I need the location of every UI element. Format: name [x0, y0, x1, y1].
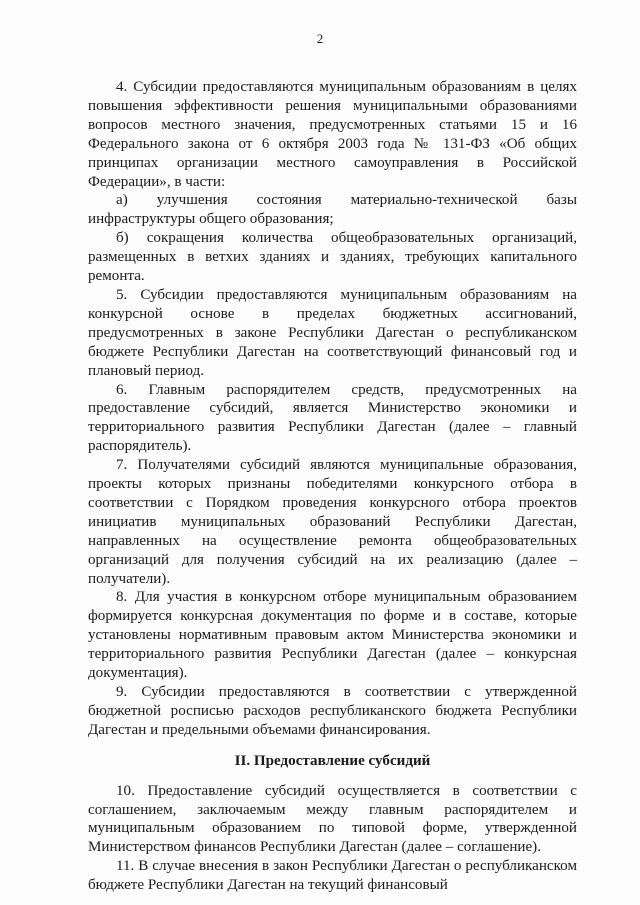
- section-heading: II. Предоставление субсидий: [234, 752, 431, 769]
- paragraph-10: 10. Предоставление субсидий осуществляется в соответствии с соглашением, заключаемым между главным распорядителем и муниципальным образованием по типовой форме, утвержденной Министерством финансов Республики Дагестан (далее – соглашение).: [88, 782, 577, 856]
- paragraph-11: 11. В случае внесения в закон Республики Дагестан о республиканском бюджете Республики Дагестан на текущий финансовый: [88, 858, 577, 894]
- document-body: [88, 78, 577, 895]
- paragraph-5: 5. Субсидии предоставляются муниципальным образованиям на конкурсной основе в пределах бюджетных ассигнований, предусмотренных в законе Республики Дагестан о республиканском бюджете Республики Дагестан на соответствующий финансовый год и плановый период.: [88, 286, 577, 379]
- paragraph-6: 6. Главным распорядителем средств, предусмотренных на предоставление субсидий, является Министерство экономики и территориального развития Республики Дагестан (далее – главный распорядитель).: [88, 381, 577, 455]
- page-number: 2: [316, 31, 324, 46]
- paragraph-4: 4. Субсидии предоставляются муниципальным образованиям в целях повышения эффективности решения муниципальными образованиями вопросов местного значения, предусмотренных статьями 15 и 16 Федерального закона от 6 октября 2003 года № 131-ФЗ «Об общих принципах организации местного самоуправления в Российской Федерации», в части:: [88, 79, 577, 190]
- paragraph-7: 7. Получателями субсидий являются муниципальные образования, проекты которых признаны победителями конкурсного отбора в соответствии с Порядком проведения конкурсного отбора проектов инициатив муниципальных образований Республики Дагестан, направленных на осуществление ремонта общеобразовательных организаций для получения субсидий на их реализацию (далее – получатели).: [88, 457, 577, 587]
- paragraph-4b: б) сокращения количества общеобразовательных организаций, размещенных в ветхих зданиях и зданиях, требующих капитального ремонта.: [88, 230, 577, 285]
- paragraph-4a: а) улучшения состояния материально-технической базы инфраструктуры общего образования;: [88, 192, 577, 228]
- paragraph-9: 9. Субсидии предоставляются в соответствии с утвержденной бюджетной росписью расходов республиканского бюджета Республики Дагестан и предельными объемами финансирования.: [88, 684, 577, 738]
- paragraph-8: 8. Для участия в конкурсном отборе муниципальным образованием формируется конкурсная документация по форме и в составе, которые установлены нормативным правовым актом Министерства экономики и территориального развития Республики Дагестан (далее – конкурсная документация).: [88, 589, 577, 682]
